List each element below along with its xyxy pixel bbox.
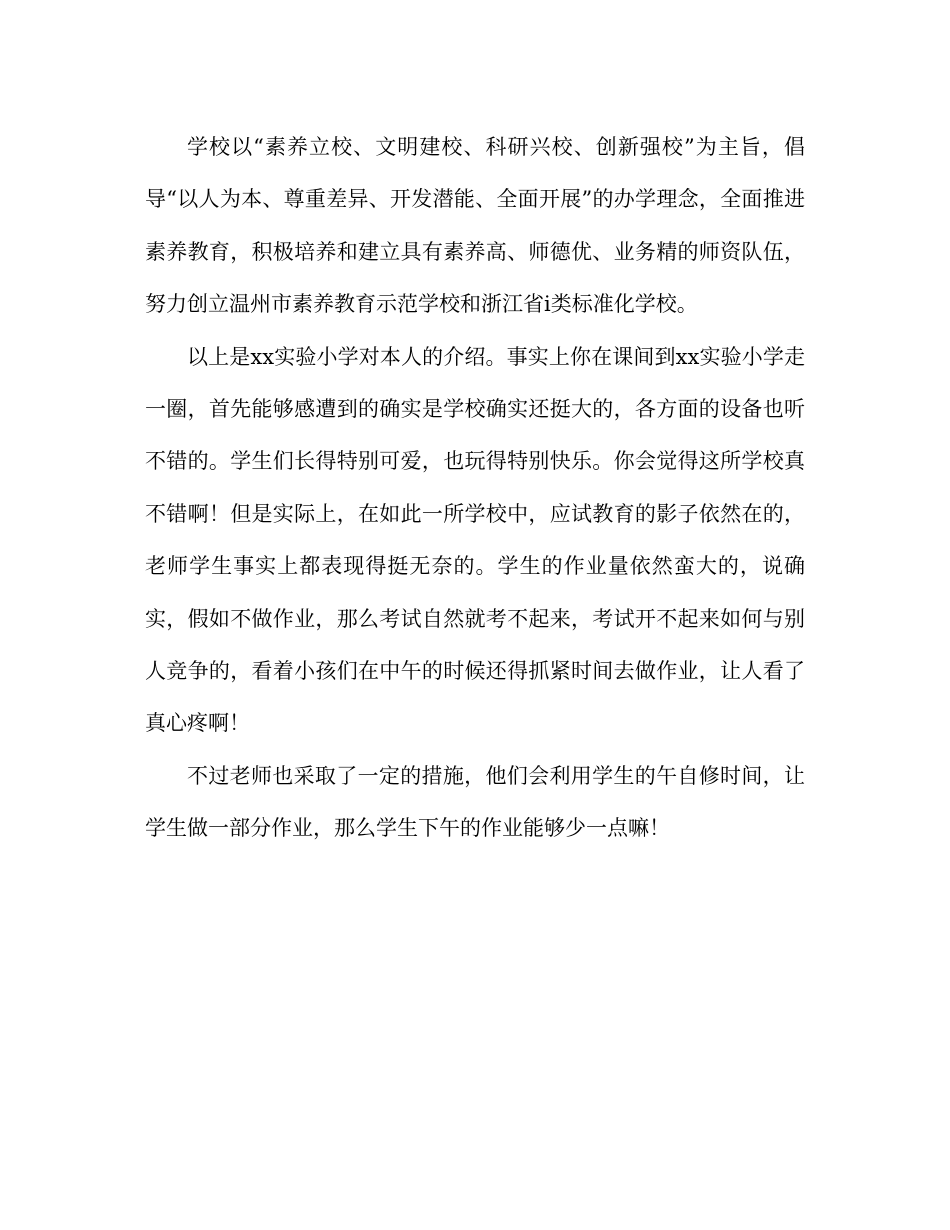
paragraph-teacher-measures: 不过老师也采取了一定的措施，他们会利用学生的午自修时间，让学生做一部分作业，那么学生下午的作业能够少一点嘛！ [145, 763, 805, 841]
paragraph-school-philosophy: 学校以“素养立校、文明建校、科研兴校、创新强校”为主旨，倡导“以人为本、尊重差异、开发潜能、全面开展”的办学理念，全面推进素养教育，积极培养和建立具有素养高、师德优、业务精的师资队伍，努力创立温州市素养教育示范学校和浙江省ⅰ类标准化学校。 [145, 135, 805, 317]
paragraph-school-visit: 以上是xx实验小学对本人的介绍。事实上你在课间到xx实验小学走一圈，首先能够感遭到的确实是学校确实还挺大的，各方面的设备也听不错的。学生们长得特别可爱，也玩得特别快乐。你会觉得这所学校真不错啊！但是实际上，在如此一所学校中，应试教育的影子依然在的，老师学生事实上都表现得挺无奈的。学生的作业量依然蛮大的，说确实，假如不做作业，那么考试自然就考不起来，考试开不起来如何与别人竞争的，看着小孩们在中午的时候还得抓紧时间去做作业，让人看了真心疼啊！ [145, 344, 805, 736]
document-body [145, 121, 805, 855]
